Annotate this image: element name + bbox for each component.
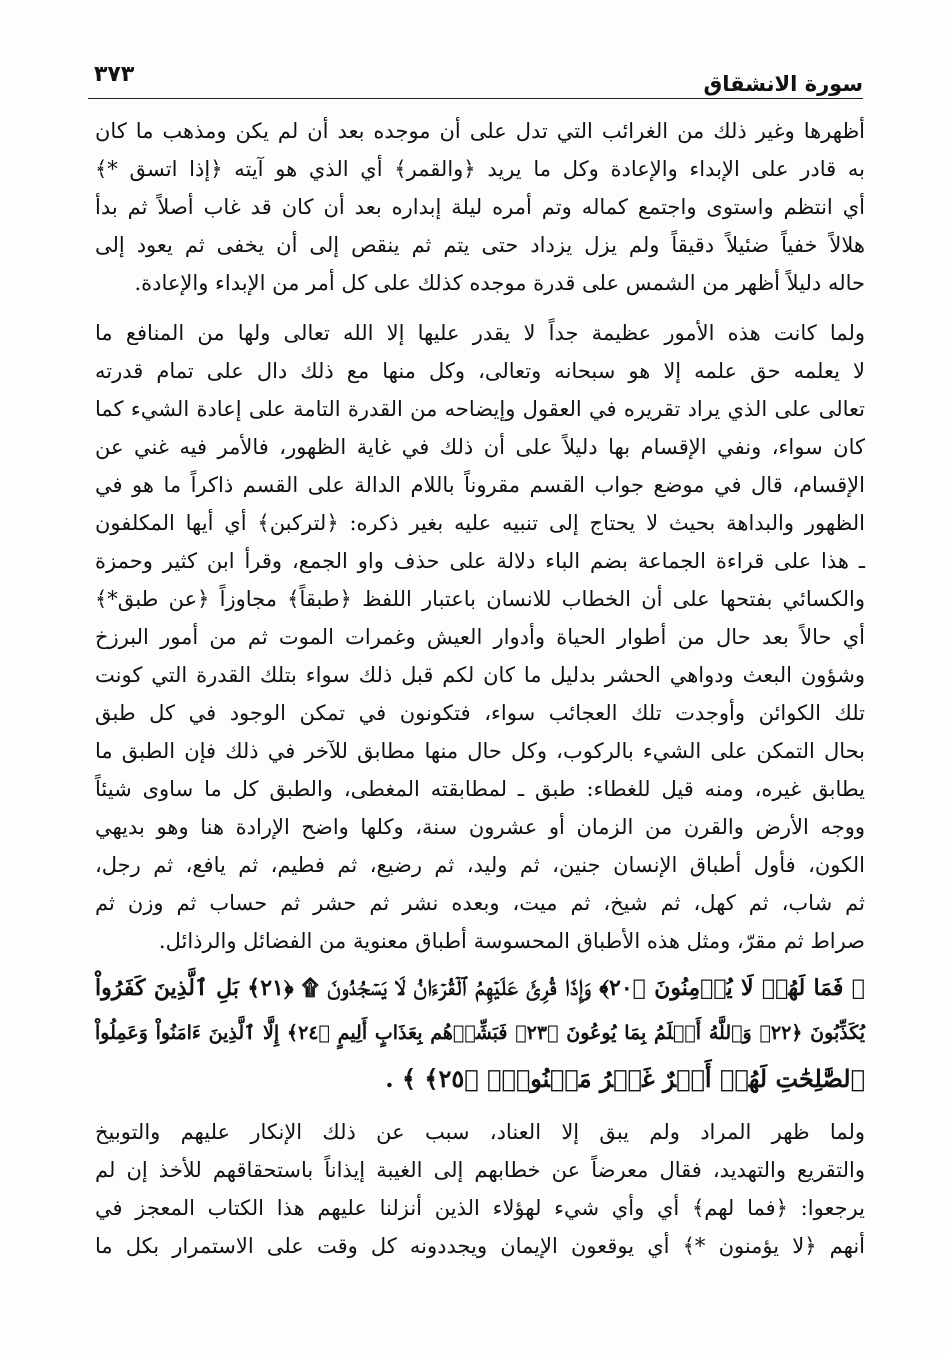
text-line: ثم شاب، ثم كهل، ثم شيخ، ثم ميت، وبعده نشر ثم حشر ثم حساب ثم وزن ثم xyxy=(95,891,865,915)
verse-line: ٱلصَّٰلِحَٰتِ لَهُمۡ أَجۡرٌ غَيۡرُ مَمۡنُونِۭ ﴿٢٥﴾ ﴾ . xyxy=(385,1064,865,1093)
text-line: ولما ظهر المراد ولم يبق إلا العناد، سبب عن ذلك الإنكار عليهم والتوبيخ xyxy=(95,1120,865,1144)
text-line: أنهم ﴿لا يؤمنون *﴾ أي يوقعون الإيمان ويجددونه كل وقت على الاستمرار بكل ما xyxy=(95,1234,865,1258)
text-line: صراط ثم مقرّ، ومثل هذه الأطباق المحسوسة أطباق معنوية من الفضائل والرذائل. xyxy=(158,929,865,953)
text-line: والكسائي بفتحها على أن الخطاب للانسان باعتبار اللفظ ﴿طبقاً﴾ مجاوزاً ﴿عن طبق*﴾ xyxy=(95,587,865,611)
text-line: تلك الكوائن وأوجدت تلك العجائب سواء، فتكونون في تمكن الوجود في كل طبق xyxy=(95,701,865,725)
text-line: ـ هذا على قراءة الجماعة بضم الباء دلالة على حذف واو الجمع، وقرأ ابن كثير وحمزة xyxy=(95,549,865,573)
paragraph-2 xyxy=(95,314,865,960)
text-line: أي حالاً بعد حال من أطوار الحياة وأدوار العيش وغمرات الموت ثم من أمور البرزخ xyxy=(95,625,865,649)
text-line: يرجعوا: ﴿فما لهم﴾ أي وأي شيء لهؤلاء الذين أنزلنا عليهم هذا الكتاب المعجز في xyxy=(95,1196,865,1220)
text-line: كان سواء، ونفي الإقسام بها دليلاً على أن ذلك في غاية الظهور، فالأمر فيه غني عن xyxy=(95,435,866,459)
text-line: وشؤون البعث ودواهي الحشر بدليل ما كان لكم قبل ذلك سواء بتلك القدرة التي كونت xyxy=(95,663,865,687)
text-line: هلالاً خفياً ضئيلاً دقيقاً ولم يزل يزداد حتى يتم ثم ينقص إلى أن يخفى ثم يعود إلى xyxy=(95,233,865,257)
page-body xyxy=(95,112,865,1265)
text-line: الإقسام، قال في موضع جواب القسم مقروناً باللام الدالة على القسم ذاكراً ما هو في xyxy=(95,473,865,497)
text-line: الكون، فأول أطباق الإنسان جنين، ثم وليد، ثم رضيع، ثم فطيم، ثم يافع، ثم رجل، xyxy=(95,853,865,877)
paragraph-1 xyxy=(95,112,865,302)
text-line: به قادر على الإبداء والإعادة وكل ما يريد ﴿والقمر﴾ أي الذي هو آيته ﴿إذا اتسق *﴾ xyxy=(95,157,866,181)
text-line: أظهرها وغير ذلك من الغرائب التي تدل على أن موجده بعد أن لم يكن ومذهب ما كان xyxy=(95,119,865,143)
page-number: ٣٧٣ xyxy=(94,62,135,87)
text-line: يطابق غيره، ومنه قيل للغطاء: طبق ـ لمطابقته المغطى، والطبق كل ما ساوى شيئاً xyxy=(95,777,865,801)
text-line: بحال التمكن على الشيء بالركوب، وكل حال منها مطابق للآخر في ذلك فإن الطبق ما xyxy=(95,739,865,763)
text-line: لا يعلمه حق علمه إلا هو سبحانه وتعالى، وكل منها مع ذلك دال على تمام قدرته xyxy=(95,359,865,383)
text-line: تعالى على الذي يراد تقريره في العقول وإيضاحه من القدرة التامة على إعادة الشيء كما xyxy=(95,397,865,421)
paragraph-3 xyxy=(95,1113,865,1265)
verse-line: ﴿ فَمَا لَهُمۡ لَا يُؤۡمِنُونَ ﴿٢٠﴾ وَإِذَا قُرِئَ عَلَيۡهِمُ ٱلۡقُرۡءَانُ لَا يَسۡجُدُونَ ۩ ﴿٢١﴾ بَلِ ٱلَّذِينَ كَفَرُواْ xyxy=(95,975,865,1001)
page-header xyxy=(88,58,863,99)
text-line: ولما كانت هذه الأمور عظيمة جداً لا يقدر عليها إلا الله تعالى ولها من المنافع ما xyxy=(95,321,865,345)
surah-title: سورة الانشقاق xyxy=(703,72,863,96)
verse-line: يُكَذِّبُونَ ﴿٢٢﴾ وَٱللَّهُ أَعۡلَمُ بِمَا يُوعُونَ ﴿٢٣﴾ فَبَشِّرۡهُم بِعَذَابٍ أَلِيمٍ ﴿٢٤﴾ إِلَّا ٱلَّذِينَ ءَامَنُواْ وَعَمِلُواْ xyxy=(95,1022,865,1044)
text-line: ووجه الأرض والقرن من الزمان أو عشرون سنة، وكلها واضح الإرادة هنا وهو بديهي xyxy=(95,815,865,839)
text-line: حاله دليلاً أظهر من الشمس على قدرة موجده كذلك على كل أمر من الإبداء والإعادة. xyxy=(134,271,865,295)
text-line: الظهور والبداهة بحيث لا يحتاج إلى تنبيه عليه بغير ذكره: ﴿لتركبن﴾ أي أيها المكلفون xyxy=(95,511,865,535)
text-line: والتقريع والتهديد، فقال معرضاً عن خطابهم إلى الغيبة إيذاناً باستحقاقهم للأخذ إن لم xyxy=(95,1158,865,1182)
text-line: أي انتظم واستوى واجتمع كماله وتم أمره ليلة إبداره بعد أن كان قد غاب أصلاً ثم بدأ xyxy=(95,195,865,219)
quran-verses xyxy=(95,966,865,1101)
